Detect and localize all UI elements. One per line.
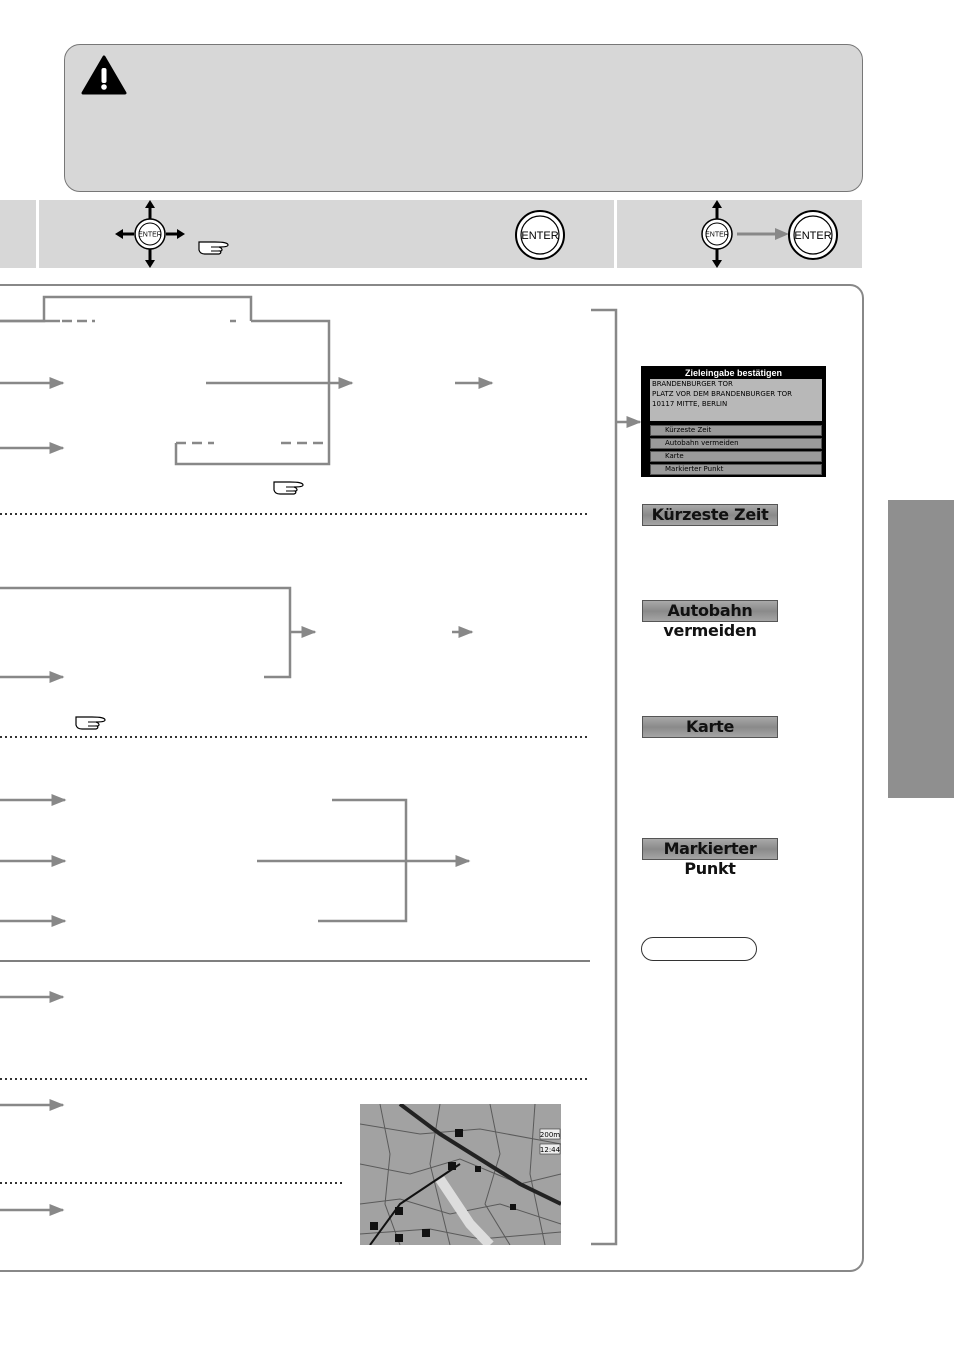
- flow-bracket-top: [0, 297, 251, 321]
- enter-label: ENTER: [521, 230, 559, 242]
- pointing-hand-icon: [76, 717, 105, 729]
- map-time: 12:44: [539, 1146, 561, 1154]
- confirm-option: Autobahn vermeiden: [650, 438, 822, 449]
- confirm-option: Markierter Punkt: [650, 464, 822, 475]
- avoid-highway-button[interactable]: Autobahn vermeiden: [642, 600, 778, 622]
- note-label-oval: [641, 937, 757, 961]
- shortest-time-button[interactable]: Kürzeste Zeit: [642, 504, 778, 526]
- confirm-screen-address: [650, 379, 822, 421]
- confirm-option: Kürzeste Zeit: [650, 425, 822, 436]
- enter-label: ENTER: [705, 231, 729, 239]
- address-line: PLATZ VOR DEM BRANDENBURGER TOR: [652, 390, 792, 398]
- map-thumbnail: [360, 1104, 561, 1245]
- marked-point-button[interactable]: Markierter Punkt: [642, 838, 778, 860]
- enter-label: ENTER: [794, 230, 832, 242]
- map-button[interactable]: Karte: [642, 716, 778, 738]
- enter-label: ENTER: [138, 231, 162, 239]
- pointing-hand-icon: [274, 482, 303, 494]
- confirm-screen-title: Zieleingabe bestätigen: [684, 368, 783, 378]
- confirm-option: Karte: [650, 451, 822, 462]
- address-line: 10117 MITTE, BERLIN: [652, 400, 728, 408]
- address-line: BRANDENBURGER TOR: [652, 380, 733, 388]
- map-graphic: [360, 1104, 561, 1245]
- map-scale: 200m: [539, 1131, 561, 1139]
- destination-confirm-screen: [641, 366, 826, 477]
